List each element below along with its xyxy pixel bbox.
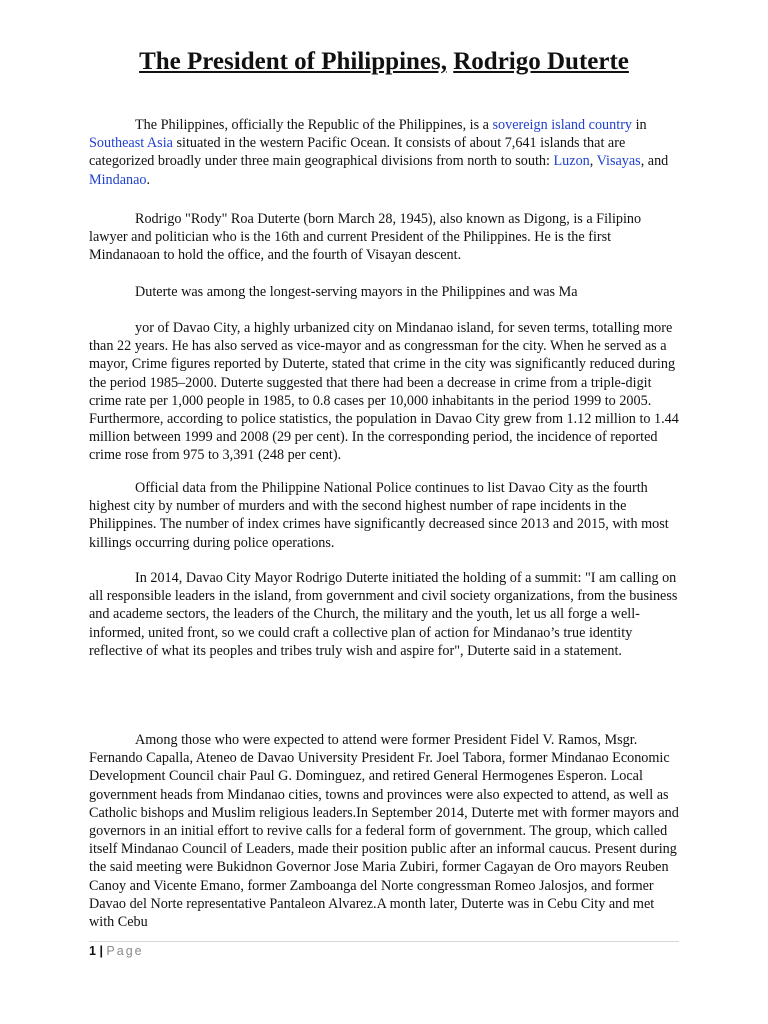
paragraph-longest-serving xyxy=(89,283,679,301)
footer-divider xyxy=(89,941,679,942)
paragraph-philippines xyxy=(89,116,679,189)
paragraph-text: Among those who were expected to attend were former President Fidel V. Ramos, Msgr. Fernando Capalla, Ateneo de Davao University President Fr. Joel Tabora, former Mindanao Economic Development Council chair Paul G. Dominguez, and retired General Hermogenes Esperon. Local government heads from Mindanao cities, towns and provinces were also expected to attend, as well as Catholic bishops and Muslim religious leaders.In September 2014, Duterte met with former mayors and governors in an initial effort to revive calls for a federal form of government. The group, which called itself Mindanao Council of Leaders, made their position public after an informal caucus. Present during the said meeting were Bukidnon Governor Jose Maria Zubiri, former Cagayan de Oro mayors Reuben Canoy and Vicente Emano, former Zamboanga del Norte congressman Romeo Jalosjos, and former Davao del Norte representative Pantaleon Alvarez.A month later, Duterte was in Cebu City and met with Cebu xyxy=(89,732,679,931)
page-number: 1 xyxy=(89,944,96,958)
paragraph-text: . xyxy=(146,171,151,188)
paragraph-attendees xyxy=(89,731,679,931)
link-visayas[interactable]: Visayas xyxy=(596,153,641,170)
paragraph-text: , and xyxy=(640,153,669,170)
paragraph-text: In 2014, Davao City Mayor Rodrigo Duterte initiated the holding of a summit: "I am calling on all responsible leaders in the island, from government and civil society organizations, from the business and academe sectors, the leaders of the Church, the military and the youth, let us all forge a well-informed, united front, so we could craft a collective plan of action for Mindanao’s true identity reflective of what its peoples and tribes truly wish and aspire for", Duterte said in a statement. xyxy=(89,570,678,659)
paragraph-text: situated in the western Pacific Ocean. It consists of about 7,641 islands that are categorized broadly under three main geographical divisions from north to south: xyxy=(89,135,626,170)
page-title xyxy=(0,48,768,76)
paragraph-text: The Philippines, officially the Republic of the Philippines, is a xyxy=(135,117,493,133)
link-mindanao[interactable]: Mindanao xyxy=(89,171,147,188)
paragraph-text: Official data from the Philippine National Police continues to list Davao City as the fourth highest city by number of murders and with the second highest number of rape incidents in the Philippines. The number of index crimes have significantly decreased since 2013 and 2015, with most killings occurring during police operations. xyxy=(89,480,669,551)
link-luzon[interactable]: Luzon xyxy=(553,153,590,170)
paragraph-text: Duterte was among the longest-serving mayors in the Philippines and was Ma xyxy=(135,284,578,300)
link-sovereign-island-country[interactable]: sovereign island country xyxy=(492,117,633,133)
page-footer xyxy=(89,944,144,958)
paragraph-davao-mayor xyxy=(89,319,679,465)
link-southeast-asia[interactable]: Southeast Asia xyxy=(89,135,173,152)
paragraph-text: yor of Davao City, a highly urbanized city on Mindanao island, for seven terms, totalling more than 22 years. He has also served as vice-mayor and as congressman for the city. When he served as a mayor, Crime figures reported by Duterte, stated that crime in the city was significantly reduced during the period 1985–2000. Duterte suggested that there had been a decrease in crime from a triple-digit crime rate per 1,000 people in 1985, to 0.8 cases per 10,000 inhabitants in the period 1999 to 2005. Furthermore, according to police statistics, the population in Davao City grew from 1.12 million to 1.44 million between 1999 and 2008 (29 per cent). In the corresponding period, the incidence of reported crime rose from 975 to 3,391 (248 per cent). xyxy=(89,320,679,464)
paragraph-text: in xyxy=(632,117,647,133)
title-part-2: Rodrigo Duterte xyxy=(453,48,629,75)
footer-separator: | xyxy=(99,944,103,958)
paragraph-summit xyxy=(89,569,679,660)
paragraph-text: , xyxy=(589,153,597,170)
page-label: Page xyxy=(106,944,144,958)
paragraph-text: Rodrigo "Rody" Roa Duterte (born March 28, 1945), also known as Digong, is a Filipino lawyer and politician who is the 16th and current President of the Philippines. He is the first Mindanaoan to hold the office, and the fourth of Visayan descent. xyxy=(89,211,642,264)
paragraph-duterte-bio xyxy=(89,210,679,265)
paragraph-police-data xyxy=(89,479,679,552)
title-part-1: The President of Philippines, xyxy=(139,48,447,75)
